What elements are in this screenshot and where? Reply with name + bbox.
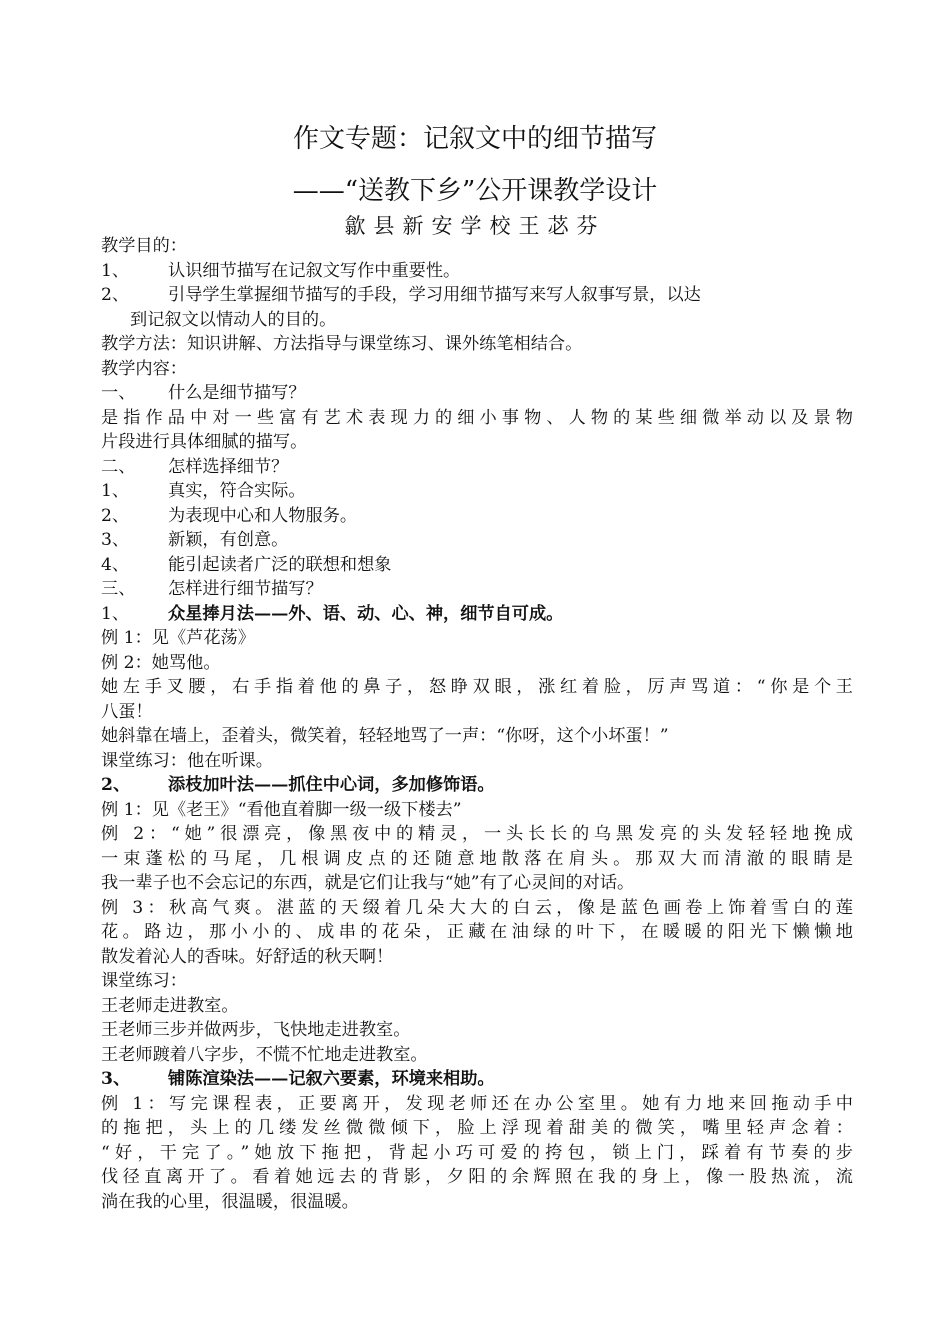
paragraph-line: 例 1：写完课程表，正要离开，发现老师还在办公室里。她有力地来回拖动手中: [101, 1093, 853, 1114]
paragraph-line: 散发着沁人的香味。好舒适的秋天啊！: [101, 946, 394, 967]
paragraph-line: 她斜靠在墙上，歪着头，微笑着，轻轻地骂了一声：“你呀，这个小坏蛋！”: [101, 726, 669, 746]
paragraph-line: 花。路边，那小小的、成串的花朵，正藏在油绿的叶下，在暖暖的阳光下懒懒地: [101, 922, 853, 942]
paragraph-line: 例 3：秋高气爽。湛蓝的天缀着几朵大大的白云，像是蓝色画卷上饰着雪白的莲: [101, 897, 853, 918]
practice-heading: 课堂练习：: [101, 971, 187, 991]
document-subtitle: ——“送教下乡”公开课教学设计: [292, 176, 658, 206]
paragraph-line: 例 2：“她”很漂亮，像黑夜中的精灵，一头长长的乌黑发亮的头发轻轻地挽成: [101, 824, 853, 844]
paragraph-line: 一束蓬松的马尾，几根调皮点的还随意地散落在肩头。那双大而清澈的眼睛是: [101, 848, 853, 869]
list-item: 1、 真实，符合实际。: [101, 481, 306, 501]
practice-line: 课堂练习：他在听课。: [101, 750, 273, 771]
goal-item: 1、 认识细节描写在记叙文写作中重要性。: [101, 260, 461, 281]
document-body: [101, 234, 853, 1214]
method-heading: 2、 添枝加叶法——抓住中心词，多加修饰语。: [101, 775, 495, 795]
example-line: 例 1：见《芦花荡》: [101, 628, 255, 648]
paragraph-line: 伐径直离开了。看着她远去的背影，夕阳的余辉照在我的身上，像一股热流，流: [101, 1167, 853, 1187]
section-heading: 三、 怎样进行细节描写？: [101, 579, 323, 599]
teaching-method: 教学方法：知识讲解、方法指导与课堂练习、课外练笔相结合。: [101, 334, 583, 354]
practice-line: 王老师走进教室。: [101, 995, 239, 1016]
paragraph-line: 淌在我的心里，很温暖，很温暖。: [101, 1191, 359, 1212]
list-item: 3、 新颖，有创意。: [101, 530, 289, 550]
paragraph-line: 的拖把，头上的几缕发丝微微倾下，脸上浮现着甜美的微笑，嘴里轻声念着：: [101, 1118, 853, 1138]
document-title: 作文专题：记叙文中的细节描写: [292, 124, 657, 154]
paragraph-line: 是指作品中对一些富有艺术表现力的细小事物、人物的某些细微举动以及景物: [101, 407, 853, 428]
practice-line: 王老师踱着八字步，不慌不忙地走进教室。: [101, 1044, 428, 1065]
paragraph-line: 她左手叉腰，右手指着他的鼻子，怒睁双眼，涨红着脸，厉声骂道：“你是个王: [101, 677, 853, 697]
paragraph-line: 八蛋！: [101, 701, 153, 722]
content-heading: 教学内容：: [101, 358, 187, 379]
practice-line: 王老师三步并做两步，飞快地走进教室。: [101, 1020, 411, 1040]
method-heading: 1、 众星捧月法——外、语、动、心、神，细节自可成。: [101, 603, 564, 624]
paragraph-line: 我一辈子也不会忘记的东西，就是它们让我与“她”有了心灵间的对话。: [101, 873, 635, 893]
list-item: 4、 能引起读者广泛的联想和想象: [101, 554, 392, 575]
goal-item-continued: 到记叙文以情动人的目的。: [130, 309, 337, 330]
example-line: 例 1：见《老王》“看他直着脚一级一级下楼去”: [101, 799, 462, 820]
section-heading: 一、 什么是细节描写？: [101, 383, 306, 403]
goals-heading: 教学目的：: [101, 236, 187, 256]
paragraph-line: “好，干完了。”她放下拖把，背起小巧可爱的挎包，锁上门，踩着有节奏的步: [101, 1142, 853, 1163]
author-line: 歙县新安学校王苾芬: [344, 214, 606, 238]
list-item: 2、 为表现中心和人物服务。: [101, 505, 358, 526]
example-line: 例 2：她骂他。: [101, 652, 221, 673]
paragraph-line: 片段进行具体细腻的描写。: [101, 432, 308, 452]
goal-item: 2、 引导学生掌握细节描写的手段，学习用细节描写来写人叙事写景，以达: [101, 285, 701, 305]
method-heading: 3、 铺陈渲染法——记叙六要素，环境来相助。: [101, 1069, 495, 1089]
section-heading: 二、 怎样选择细节？: [101, 456, 289, 477]
